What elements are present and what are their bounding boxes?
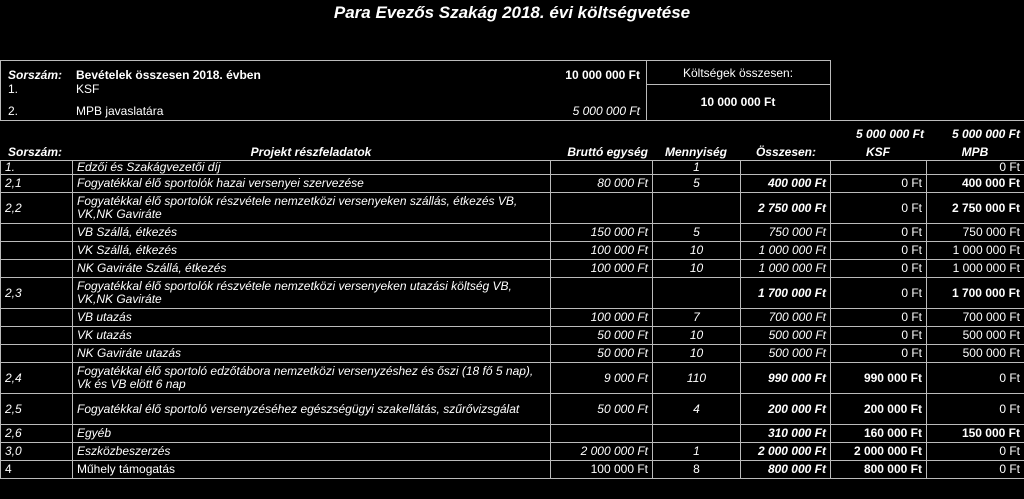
cell-total [741,161,831,175]
cell-qty: 10 [653,260,741,278]
cell-no [1,224,73,242]
cell-mpb: 0 Ft [927,394,1024,425]
cell-mpb: 150 000 Ft [927,425,1024,443]
cell-ksf: 0 Ft [831,193,927,224]
cell-qty: 1 [653,443,741,461]
cell-qty: 5 [653,175,741,193]
cell-ksf: 0 Ft [831,345,927,363]
cell-mpb: 1 700 000 Ft [927,278,1024,309]
cell-total: 990 000 Ft [741,363,831,394]
cell-task: Fogyatékkal élő sportolók részvétele nemzetközi versenyeken utazási költség VB, VK,NK Gaviráte [73,278,551,309]
cell-mpb: 1 000 000 Ft [927,242,1024,260]
cell-no: 2,1 [1,175,73,193]
cell-mpb: 400 000 Ft [927,175,1024,193]
cell-total: 1 000 000 Ft [741,260,831,278]
summary-row-label: MPB javaslatára [76,104,164,118]
cell-mpb: 2 750 000 Ft [927,193,1024,224]
cell-ksf: 160 000 Ft [831,425,927,443]
cell-ksf: 0 Ft [831,224,927,242]
costs-label: Költségek összesen: [682,66,794,80]
cell-task: VK utazás [73,327,551,345]
cell-no: 3,0 [1,443,73,461]
cell-task: Fogyatékkal élő sportoló edzőtábora nemzetközi versenyzéshez és őszi (18 fő 5 nap), Vk és VB elött 6 nap [73,363,551,394]
cell-task: VB utazás [73,309,551,327]
cell-ksf: 0 Ft [831,260,927,278]
col-header-ksf: KSF [866,145,890,159]
col-header-task: Projekt részfeladatok [250,145,372,159]
cell-ksf: 0 Ft [831,309,927,327]
cell-ksf: 0 Ft [831,327,927,345]
cell-ksf: 200 000 Ft [831,394,927,425]
col-header-qty: Mennyiség [664,145,727,159]
cell-unit: 80 000 Ft [551,175,653,193]
cell-mpb: 1 000 000 Ft [927,260,1024,278]
cell-task: VK Szállá, étkezés [73,242,551,260]
col-header-total: Összesen: [755,145,816,159]
table-row [1,260,1024,278]
page-title: Para Evezős Szakág 2018. évi költségvetése [333,3,691,22]
cell-total: 700 000 Ft [741,309,831,327]
cell-total: 800 000 Ft [741,461,831,479]
cell-no: 4 [1,461,73,479]
table-row [1,175,1024,193]
cell-task: Fogyatékkal élő sportolók részvétele nemzetközi versenyeken szállás, étkezés VB, VK,NK Gaviráte [73,193,551,224]
cell-no [1,309,73,327]
cell-unit: 50 000 Ft [551,327,653,345]
summary-header-no: Sorszám: [8,68,63,82]
cell-no [1,242,73,260]
cell-unit: 50 000 Ft [551,394,653,425]
cell-no [1,327,73,345]
cell-unit [551,161,653,175]
cell-ksf: 0 Ft [831,242,927,260]
cell-no [1,260,73,278]
cell-unit [551,278,653,309]
cell-qty: 8 [653,461,741,479]
cell-qty [653,278,741,309]
col-header-mpb: MPB [961,145,989,159]
cell-unit [551,425,653,443]
summary-row-label: KSF [76,82,100,96]
table-row [1,443,1024,461]
cell-no: 2,3 [1,278,73,309]
cell-total: 1 000 000 Ft [741,242,831,260]
summary-row-no: 1. [8,82,19,96]
cell-mpb: 750 000 Ft [927,224,1024,242]
cell-mpb: 700 000 Ft [927,309,1024,327]
table-row [1,161,1024,175]
cell-task: Edzői és Szakágvezetői díj [73,161,551,175]
cell-no: 1. [1,161,73,175]
cell-unit [551,193,653,224]
cell-task: VB Szállá, étkezés [73,224,551,242]
cell-no: 2,6 [1,425,73,443]
cell-unit: 50 000 Ft [551,345,653,363]
cell-ksf: 2 000 000 Ft [831,443,927,461]
cell-unit: 100 000 Ft [551,242,653,260]
cell-mpb: 0 Ft [927,161,1024,175]
cell-qty: 10 [653,327,741,345]
table-row [1,278,1024,309]
table-row [1,242,1024,260]
cell-ksf: 0 Ft [831,175,927,193]
col-header-no: Sorszám: [8,145,63,159]
table-row [1,193,1024,224]
mpb-sum: 5 000 000 Ft [951,127,1020,141]
income-total: 10 000 000 Ft [565,68,640,82]
cell-ksf: 800 000 Ft [831,461,927,479]
cell-no: 2,2 [1,193,73,224]
cell-ksf: 990 000 Ft [831,363,927,394]
cell-no: 2,5 [1,394,73,425]
table-row [1,327,1024,345]
cell-task: Műhely támogatás [73,461,551,479]
cell-task: NK Gaviráte Szállá, étkezés [73,260,551,278]
cell-total: 2 000 000 Ft [741,443,831,461]
cell-task: NK Gaviráte utazás [73,345,551,363]
cell-mpb: 0 Ft [927,443,1024,461]
table-row [1,425,1024,443]
cell-qty [653,193,741,224]
cell-total: 200 000 Ft [741,394,831,425]
cell-qty: 10 [653,345,741,363]
summary-row-no: 2. [8,104,19,118]
cell-unit: 100 000 Ft [551,461,653,479]
cell-mpb: 0 Ft [927,461,1024,479]
cell-qty: 4 [653,394,741,425]
cell-unit: 9 000 Ft [551,363,653,394]
cell-ksf [831,161,927,175]
ksf-sum: 5 000 000 Ft [855,127,924,141]
cell-mpb: 500 000 Ft [927,327,1024,345]
cell-task: Fogyatékkal élő sportoló versenyzéséhez egészségügyi szakellátás, szűrővizsgálat [73,394,551,425]
table-row [1,394,1024,425]
table-row [1,309,1024,327]
cell-qty: 5 [653,224,741,242]
cell-qty: 110 [653,363,741,394]
summary-header-income: Bevételek összesen 2018. évben [76,68,261,82]
cell-unit: 150 000 Ft [551,224,653,242]
cell-total: 500 000 Ft [741,345,831,363]
table-row [1,363,1024,394]
cell-task: Fogyatékkal élő sportolók hazai versenyei szervezése [73,175,551,193]
table-row [1,461,1024,479]
cell-total: 2 750 000 Ft [741,193,831,224]
budget-table [0,160,1024,479]
col-header-unit: Bruttó egység [567,145,648,159]
cell-total: 1 700 000 Ft [741,278,831,309]
cell-total: 310 000 Ft [741,425,831,443]
cell-task: Egyéb [73,425,551,443]
table-row [1,345,1024,363]
cell-unit: 2 000 000 Ft [551,443,653,461]
cell-qty: 1 [653,161,741,175]
cell-no: 2,4 [1,363,73,394]
cell-task: Eszközbeszerzés [73,443,551,461]
table-row [1,224,1024,242]
cell-mpb: 500 000 Ft [927,345,1024,363]
cell-total: 500 000 Ft [741,327,831,345]
cell-qty: 7 [653,309,741,327]
cell-qty [653,425,741,443]
cell-total: 750 000 Ft [741,224,831,242]
cell-total: 400 000 Ft [741,175,831,193]
summary-row-value: 5 000 000 Ft [572,104,640,118]
cell-unit: 100 000 Ft [551,309,653,327]
cell-mpb: 0 Ft [927,363,1024,394]
cell-qty: 10 [653,242,741,260]
costs-total: 10 000 000 Ft [700,95,776,109]
cell-unit: 100 000 Ft [551,260,653,278]
cell-no [1,345,73,363]
cell-ksf: 0 Ft [831,278,927,309]
